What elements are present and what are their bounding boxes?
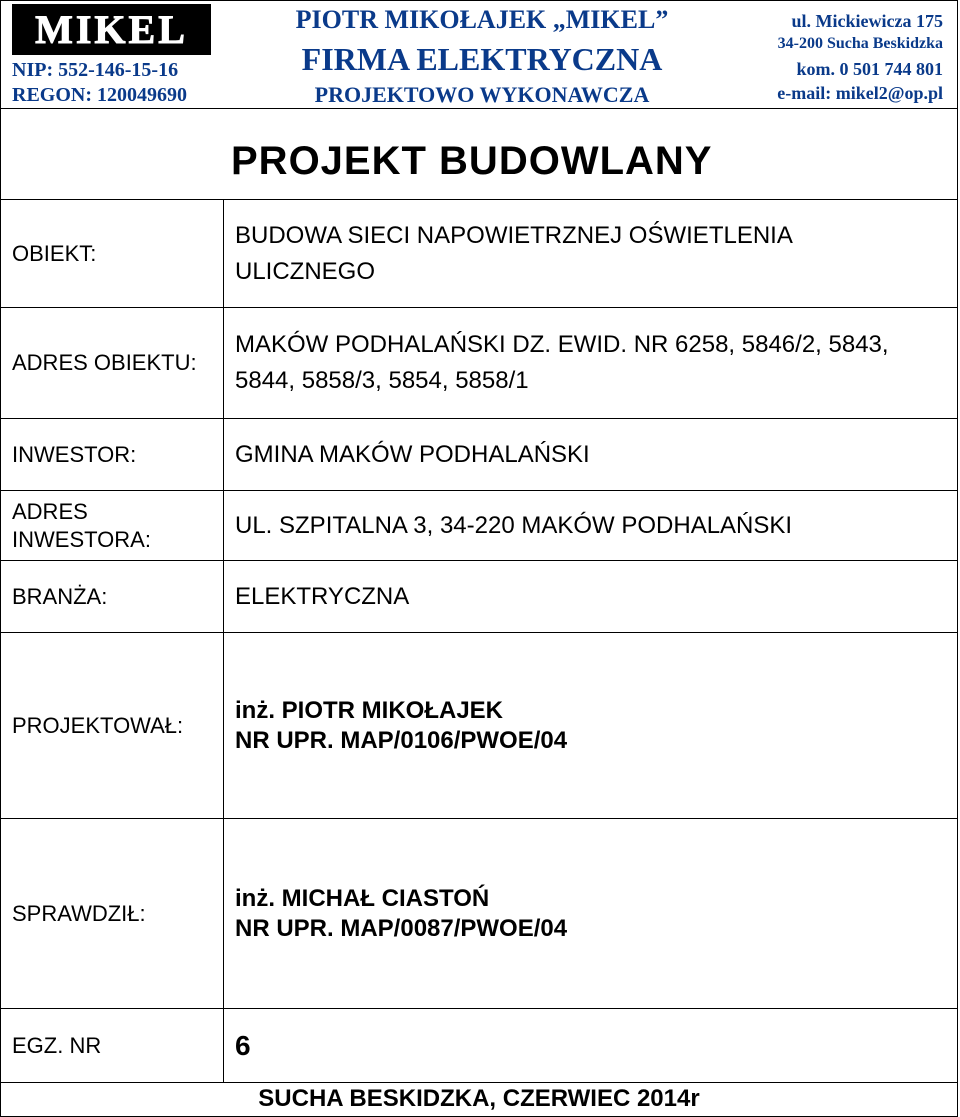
- row-adres-inwestora: [1, 491, 958, 561]
- checker-name: inż. MICHAŁ CIASTOŃ: [235, 884, 490, 912]
- company-phone: kom. 0 501 744 801: [796, 59, 943, 79]
- value-adres-inwestora: UL. SZPITALNA 3, 34-220 MAKÓW PODHALAŃSKI: [224, 491, 958, 561]
- project-details-table: [0, 199, 958, 1083]
- firm-name: PIOTR MIKOŁAJEK „MIKEL”: [295, 5, 669, 34]
- row-projektowal: [1, 633, 958, 819]
- logo-text: MIKEL: [35, 7, 188, 52]
- company-city: 34-200 Sucha Beskidzka: [777, 35, 943, 52]
- value-obiekt: BUDOWA SIECI NAPOWIETRZNEJ OŚWIETLENIA ULICZNEGO: [224, 200, 958, 308]
- value-projektowal: [224, 633, 958, 819]
- company-header: [0, 0, 958, 109]
- row-adres-obiektu: [1, 308, 958, 419]
- label-projektowal: PROJEKTOWAŁ:: [1, 633, 224, 819]
- nip-number: NIP: 552-146-15-16: [12, 59, 179, 81]
- value-sprawdzil: [224, 819, 958, 1009]
- row-egz: [1, 1009, 958, 1083]
- label-sprawdzil: SPRAWDZIŁ:: [1, 819, 224, 1009]
- row-branza: [1, 561, 958, 633]
- row-obiekt: [1, 200, 958, 308]
- label-adres-obiektu: ADRES OBIEKTU:: [1, 308, 224, 419]
- value-inwestor: GMINA MAKÓW PODHALAŃSKI: [224, 419, 958, 491]
- value-egz: 6: [224, 1009, 958, 1083]
- label-branza: BRANŻA:: [1, 561, 224, 633]
- designer-name: inż. PIOTR MIKOŁAJEK: [235, 696, 504, 724]
- company-email: e-mail: mikel2@op.pl: [777, 83, 943, 103]
- title-row: [0, 108, 958, 200]
- firm-role: PROJEKTOWO WYKONAWCZA: [314, 82, 650, 107]
- regon-number: REGON: 120049690: [12, 84, 187, 106]
- designer-license: NR UPR. MAP/0106/PWOE/04: [235, 726, 568, 754]
- row-inwestor: [1, 419, 958, 491]
- company-street: ul. Mickiewicza 175: [791, 11, 943, 31]
- label-obiekt: OBIEKT:: [1, 200, 224, 308]
- company-logo: [12, 4, 211, 55]
- label-inwestor: INWESTOR:: [1, 419, 224, 491]
- row-sprawdzil: [1, 819, 958, 1009]
- firm-type: FIRMA ELEKTRYCZNA: [301, 41, 663, 77]
- document-title: PROJEKT BUDOWLANY: [231, 139, 713, 183]
- checker-license: NR UPR. MAP/0087/PWOE/04: [235, 914, 568, 942]
- place-date-footer: SUCHA BESKIDZKA, CZERWIEC 2014r: [0, 1082, 958, 1117]
- label-egz: EGZ. NR: [1, 1009, 224, 1083]
- value-adres-obiektu: MAKÓW PODHALAŃSKI DZ. EWID. NR 6258, 5846/2, 5843, 5844, 5858/3, 5854, 5858/1: [224, 308, 958, 419]
- label-adres-inwestora: ADRES INWESTORA:: [1, 491, 224, 561]
- value-branza: ELEKTRYCZNA: [224, 561, 958, 633]
